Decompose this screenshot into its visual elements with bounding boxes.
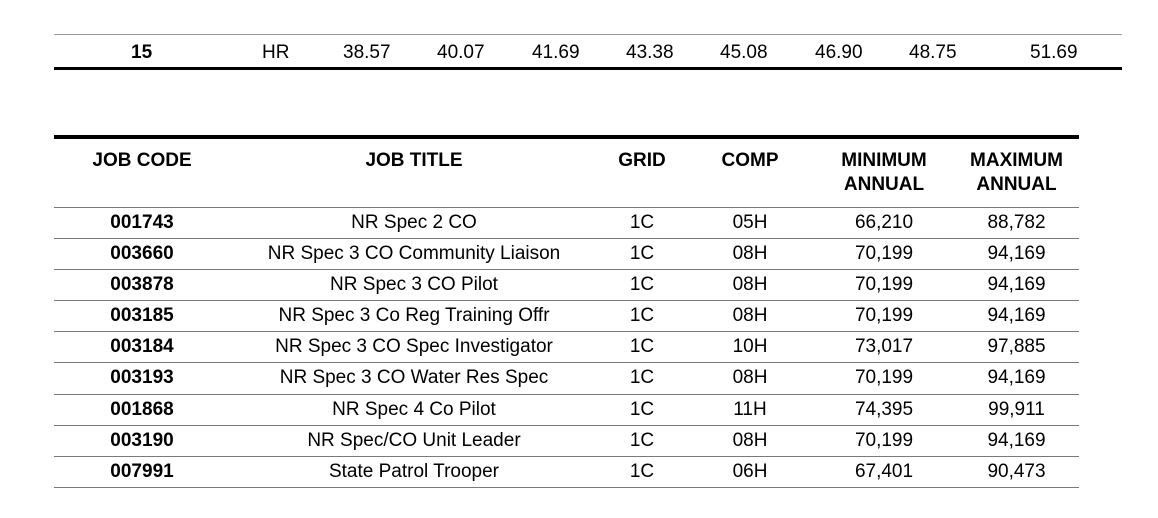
cell-job-title: NR Spec 3 CO Water Res Spec [279, 367, 549, 389]
cell-grid: 1C [629, 460, 655, 482]
header-job-title: JOB TITLE [365, 150, 463, 171]
table-row [54, 208, 1079, 239]
cell-minimum-annual: 70,199 [854, 274, 914, 296]
header-comp: COMP [721, 150, 779, 171]
cell-comp: 08H [732, 243, 768, 265]
header-minimum-line1: MINIMUM [841, 150, 927, 171]
cell-job-title: NR Spec 2 CO [351, 212, 477, 233]
cell-maximum-annual: 88,782 [987, 212, 1046, 233]
cell-minimum-annual: 70,199 [854, 429, 914, 451]
cell-grid: 1C [629, 367, 655, 389]
cell-job-code: 003193 [110, 367, 174, 389]
table-row [54, 363, 1079, 394]
cell-job-title: NR Spec 3 CO Community Liaison [267, 243, 561, 265]
rate-step-8: 51.69 [1030, 42, 1078, 63]
header-maximum-annual [954, 149, 1079, 197]
cell-job-title: NR Spec 4 Co Pilot [332, 398, 496, 420]
cell-minimum-annual: 70,199 [854, 367, 914, 389]
rate-type: HR [262, 42, 290, 63]
header-maximum-line1: MAXIMUM [970, 150, 1063, 171]
cell-job-title: NR Spec/CO Unit Leader [307, 429, 521, 451]
cell-job-code: 003878 [110, 274, 174, 296]
rate-grade: 15 [131, 42, 153, 63]
cell-job-code: 001868 [110, 398, 174, 420]
cell-comp: 06H [732, 460, 768, 482]
cell-minimum-annual: 67,401 [854, 460, 914, 482]
rate-step-2: 40.07 [437, 42, 485, 63]
cell-job-code: 003660 [110, 243, 174, 265]
table-row [54, 239, 1079, 270]
cell-grid: 1C [629, 398, 655, 420]
cell-maximum-annual: 94,169 [987, 429, 1046, 451]
cell-minimum-annual: 70,199 [854, 305, 914, 327]
rate-step-5: 45.08 [720, 42, 768, 63]
cell-comp: 08H [732, 367, 768, 389]
cell-comp: 08H [732, 429, 768, 451]
cell-job-code: 007991 [110, 460, 174, 482]
cell-grid: 1C [629, 274, 655, 296]
cell-comp: 10H [732, 336, 768, 358]
cell-maximum-annual: 94,169 [987, 274, 1046, 296]
cell-minimum-annual: 66,210 [854, 212, 914, 233]
table-row [54, 332, 1079, 363]
rate-step-4: 43.38 [626, 42, 674, 63]
cell-job-title: NR Spec 3 CO Pilot [330, 274, 498, 296]
table-row [54, 457, 1079, 488]
cell-job-title: NR Spec 3 CO Spec Investigator [275, 336, 553, 358]
cell-grid: 1C [629, 305, 655, 327]
rate-step-7: 48.75 [909, 42, 957, 63]
header-job-code: JOB CODE [92, 150, 192, 171]
table-row [54, 270, 1079, 301]
header-maximum-line2: ANNUAL [976, 174, 1057, 195]
cell-maximum-annual: 94,169 [987, 243, 1046, 265]
cell-minimum-annual: 73,017 [854, 336, 914, 358]
rate-step-3: 41.69 [532, 42, 580, 63]
cell-comp: 05H [732, 212, 768, 233]
cell-minimum-annual: 74,395 [854, 398, 914, 420]
cell-job-title: State Patrol Trooper [328, 460, 500, 482]
cell-comp: 11H [733, 398, 767, 420]
cell-job-code: 001743 [110, 212, 174, 233]
cell-comp: 08H [732, 305, 768, 327]
cell-maximum-annual: 90,473 [987, 460, 1046, 482]
cell-job-code: 003190 [110, 429, 174, 451]
rate-step-1: 38.57 [343, 42, 391, 63]
cell-grid: 1C [629, 243, 655, 265]
cell-job-code: 003185 [110, 305, 174, 327]
rate-step-6: 46.90 [815, 42, 863, 63]
cell-maximum-annual: 97,885 [987, 336, 1046, 358]
cell-job-code: 003184 [110, 336, 174, 358]
table-row [54, 426, 1079, 457]
cell-maximum-annual: 99,911 [988, 398, 1045, 420]
hourly-rate-row [54, 34, 1122, 70]
cell-grid: 1C [629, 212, 655, 233]
cell-grid: 1C [629, 429, 655, 451]
cell-maximum-annual: 94,169 [987, 305, 1046, 327]
header-minimum-annual [814, 149, 954, 197]
cell-job-title: NR Spec 3 Co Reg Training Offr [278, 305, 550, 327]
table-header [54, 139, 1079, 208]
job-classification-table [54, 135, 1079, 488]
cell-comp: 08H [732, 274, 768, 296]
table-row [54, 395, 1079, 426]
cell-maximum-annual: 94,169 [987, 367, 1046, 389]
header-grid: GRID [618, 150, 666, 171]
header-minimum-line2: ANNUAL [843, 174, 925, 195]
cell-minimum-annual: 70,199 [854, 243, 914, 265]
table-row [54, 301, 1079, 332]
cell-grid: 1C [629, 336, 655, 358]
